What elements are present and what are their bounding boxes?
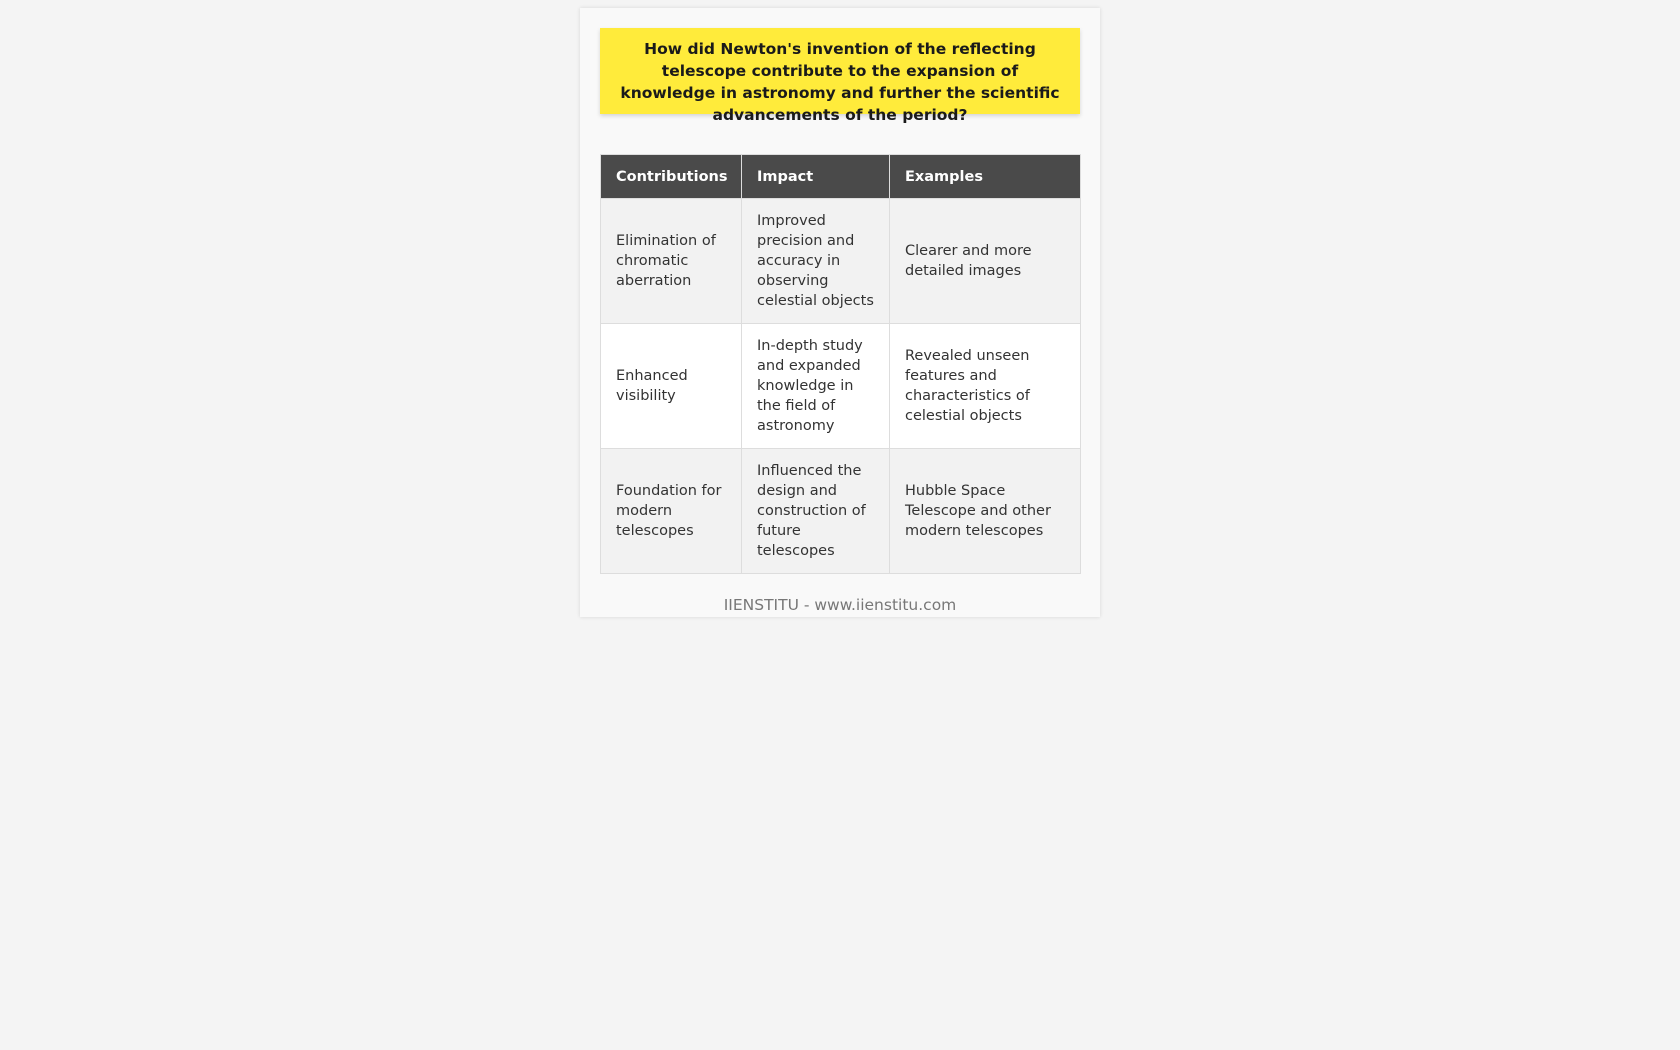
header-impact: Impact [742,155,890,199]
question-title: How did Newton's invention of the reflecting telescope contribute to the expansion of knowledge in astronomy and further the scientific advancements of the period? [600,28,1080,114]
cell-impact: Improved precision and accuracy in observing celestial objects [742,199,890,324]
footer-credit: IIENSTITU - www.iienstitu.com [723,596,957,614]
content-card [580,8,1100,617]
table-row [601,199,1081,324]
cell-impact: Influenced the design and construction of future telescopes [742,449,890,574]
header-examples: Examples [890,155,1081,199]
table-row [601,449,1081,574]
header-contributions: Contributions [601,155,742,199]
table-header-row [601,155,1081,199]
table-row [601,324,1081,449]
cell-impact: In-depth study and expanded knowledge in the field of astronomy [742,324,890,449]
contributions-table [600,154,1081,574]
cell-example: Revealed unseen features and characteristics of celestial objects [890,324,1081,449]
cell-example: Clearer and more detailed images [890,199,1081,324]
cell-contribution: Elimination of chromatic aberration [601,199,742,324]
cell-example: Hubble Space Telescope and other modern telescopes [890,449,1081,574]
cell-contribution: Enhanced visibility [601,324,742,449]
cell-contribution: Foundation for modern telescopes [601,449,742,574]
